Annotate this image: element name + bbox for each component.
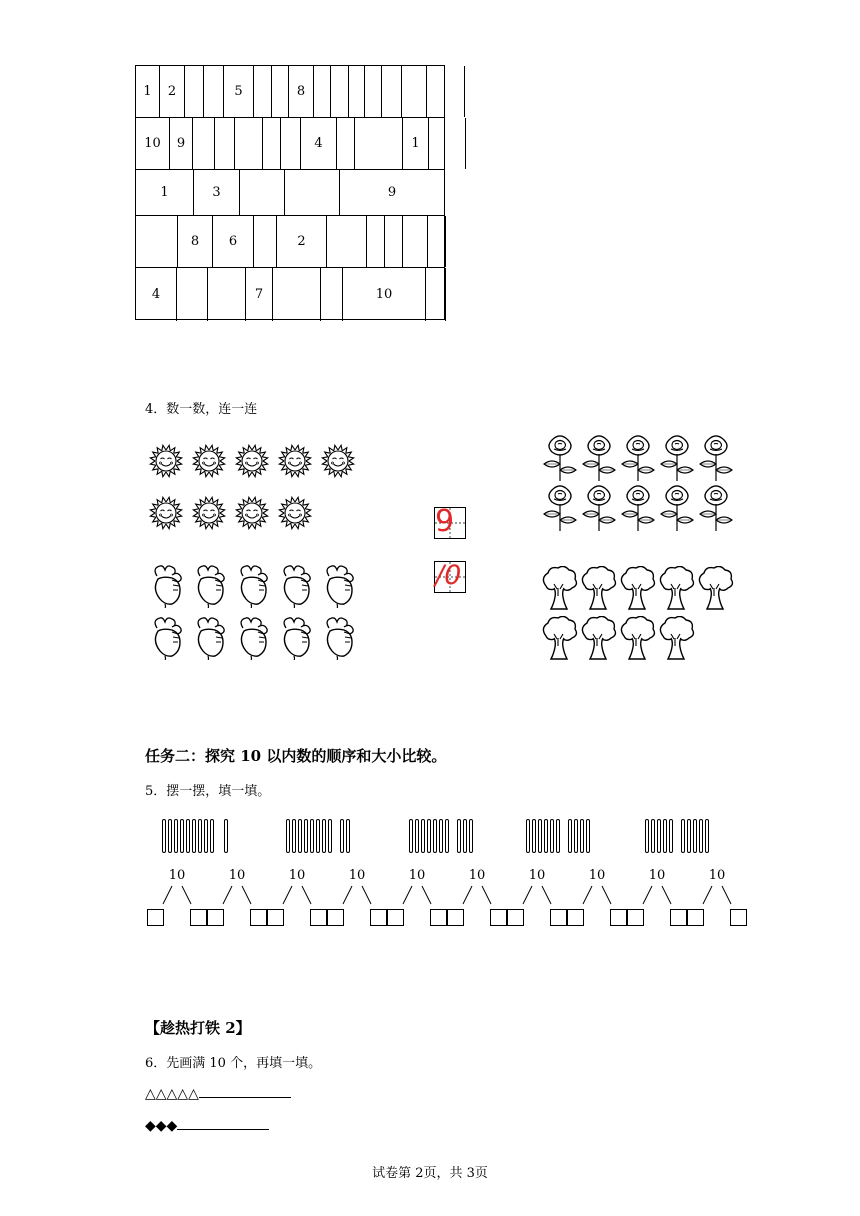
answer-blank[interactable] — [177, 1129, 269, 1130]
grid-cell-empty[interactable] — [193, 118, 215, 169]
radish-icon — [151, 616, 185, 664]
total-number: 10 — [228, 868, 246, 883]
counting-stick — [544, 819, 548, 853]
counting-stick — [204, 819, 208, 853]
tree-icon — [657, 566, 695, 616]
counting-stick — [657, 819, 661, 853]
radish-icon — [237, 564, 271, 612]
diamond-row — [145, 1118, 269, 1134]
grid-cell-empty[interactable] — [385, 216, 403, 267]
grid-cell-empty[interactable] — [365, 66, 382, 117]
answer-box[interactable] — [670, 909, 687, 926]
counting-stick — [669, 819, 673, 853]
branch-lines — [637, 884, 677, 906]
counting-stick — [687, 819, 691, 853]
sun-icon — [233, 442, 271, 484]
practice-title: 【趁热打铁 2】 — [145, 1019, 251, 1037]
grid-cell: 8 — [289, 66, 314, 117]
counting-stick — [580, 819, 584, 853]
grid-row — [136, 268, 444, 321]
answer-box[interactable] — [627, 909, 644, 926]
tree-icon — [579, 566, 617, 616]
counting-stick — [304, 819, 308, 853]
grid-cell-empty[interactable] — [177, 268, 208, 321]
answer-box[interactable] — [190, 909, 207, 926]
counting-stick — [556, 819, 560, 853]
total-number: 10 — [348, 868, 366, 883]
grid-cell-empty[interactable] — [240, 170, 285, 215]
answer-box[interactable] — [267, 909, 284, 926]
rose-icon — [657, 434, 697, 486]
grid-cell-empty[interactable] — [429, 118, 445, 169]
grid-cell: 1 — [136, 66, 160, 117]
counting-stick — [421, 819, 425, 853]
total-number: 10 — [468, 868, 486, 883]
grid-cell-empty[interactable] — [331, 66, 349, 117]
grid-cell: 9 — [170, 118, 193, 169]
branch-lines — [397, 884, 437, 906]
card-digit: /0 — [435, 560, 462, 591]
grid-cell-empty[interactable] — [208, 268, 246, 321]
radish-icon — [237, 616, 271, 664]
total-number: 10 — [168, 868, 186, 883]
counting-stick — [174, 819, 178, 853]
tree-icon — [618, 616, 656, 666]
sun-icon — [147, 494, 185, 536]
radish-icon — [280, 564, 314, 612]
grid-cell-empty[interactable] — [427, 66, 445, 117]
radish-icon — [323, 616, 357, 664]
counting-stick — [298, 819, 302, 853]
counting-stick — [192, 819, 196, 853]
number-grid — [135, 65, 445, 320]
grid-cell-empty[interactable] — [402, 66, 427, 117]
grid-cell-empty[interactable] — [403, 216, 428, 267]
counting-stick — [340, 819, 344, 853]
card-digit: 9 — [435, 504, 455, 539]
counting-stick — [463, 819, 467, 853]
grid-cell-empty[interactable] — [254, 66, 272, 117]
grid-cell-empty[interactable] — [285, 170, 340, 215]
total-number: 10 — [528, 868, 546, 883]
counting-stick — [180, 819, 184, 853]
branch-lines — [517, 884, 557, 906]
sun-icon — [319, 442, 357, 484]
grid-row — [136, 66, 444, 118]
sun-icon — [276, 494, 314, 536]
grid-cell: 1 — [136, 170, 194, 215]
rose-icon — [657, 484, 697, 536]
grid-row — [136, 216, 444, 268]
answer-box[interactable] — [687, 909, 704, 926]
grid-cell-empty[interactable] — [254, 216, 277, 267]
counting-stick — [198, 819, 202, 853]
tree-icon — [540, 616, 578, 666]
answer-blank[interactable] — [199, 1097, 291, 1098]
grid-cell-empty[interactable] — [263, 118, 281, 169]
branch-lines — [577, 884, 617, 906]
grid-cell: 2 — [277, 216, 327, 267]
grid-cell-empty[interactable] — [445, 118, 466, 169]
counting-stick — [532, 819, 536, 853]
branch-lines — [457, 884, 497, 906]
grid-cell-empty[interactable] — [428, 216, 446, 267]
grid-cell-empty[interactable] — [445, 66, 465, 117]
grid-cell: 4 — [301, 118, 337, 169]
rose-icon — [696, 484, 736, 536]
counting-stick — [168, 819, 172, 853]
branch-lines — [277, 884, 317, 906]
counting-stick — [645, 819, 649, 853]
counting-stick — [310, 819, 314, 853]
counting-stick — [586, 819, 590, 853]
grid-cell: 5 — [224, 66, 254, 117]
grid-cell-empty[interactable] — [215, 118, 235, 169]
grid-cell: 3 — [194, 170, 240, 215]
counting-stick — [328, 819, 332, 853]
total-number: 10 — [708, 868, 726, 883]
branch-lines — [217, 884, 257, 906]
tree-icon — [540, 566, 578, 616]
grid-cell: 6 — [213, 216, 254, 267]
answer-box[interactable] — [730, 909, 747, 926]
answer-box[interactable] — [567, 909, 584, 926]
branch-lines — [337, 884, 377, 906]
page-footer: 试卷第 2页，共 3页 — [372, 1166, 488, 1181]
counting-stick — [538, 819, 542, 853]
answer-box[interactable] — [430, 909, 447, 926]
counting-stick — [316, 819, 320, 853]
answer-box[interactable] — [387, 909, 404, 926]
counting-stick — [162, 819, 166, 853]
radish-icon — [194, 616, 228, 664]
grid-cell-empty[interactable] — [367, 216, 385, 267]
rose-icon — [696, 434, 736, 486]
counting-stick — [292, 819, 296, 853]
rose-icon — [618, 484, 658, 536]
counting-stick — [663, 819, 667, 853]
grid-cell-empty[interactable] — [204, 66, 224, 117]
grid-cell: 10 — [136, 118, 170, 169]
sun-icon — [147, 442, 185, 484]
counting-stick — [526, 819, 530, 853]
diamond-shapes: ◆◆◆ — [145, 1118, 178, 1134]
counting-stick — [681, 819, 685, 853]
question-6-label: 6．先画满 10 个，再填一填。 — [145, 1056, 322, 1071]
total-number: 10 — [588, 868, 606, 883]
rose-icon — [579, 434, 619, 486]
grid-cell-empty[interactable] — [273, 268, 321, 321]
grid-cell-empty[interactable] — [337, 118, 355, 169]
grid-cell: 8 — [178, 216, 213, 267]
radish-icon — [280, 616, 314, 664]
counting-stick — [346, 819, 350, 853]
rose-icon — [540, 484, 580, 536]
grid-cell-empty[interactable] — [321, 268, 343, 321]
rose-icon — [618, 434, 658, 486]
answer-box[interactable] — [507, 909, 524, 926]
grid-cell-empty[interactable] — [314, 66, 331, 117]
grid-cell-empty[interactable] — [327, 216, 367, 267]
grid-cell: 7 — [246, 268, 273, 321]
answer-box[interactable] — [207, 909, 224, 926]
grid-cell-empty[interactable] — [355, 118, 403, 169]
grid-row — [136, 170, 444, 216]
grid-cell: 1 — [403, 118, 429, 169]
task-2-title: 任务二：探究 10 以内数的顺序和大小比较。 — [145, 747, 447, 765]
grid-cell-empty[interactable] — [426, 268, 446, 321]
radish-icon — [194, 564, 228, 612]
sun-icon — [276, 442, 314, 484]
answer-box[interactable] — [147, 909, 164, 926]
counting-stick — [550, 819, 554, 853]
counting-stick — [574, 819, 578, 853]
counting-stick — [186, 819, 190, 853]
sun-icon — [233, 494, 271, 536]
grid-cell: 9 — [340, 170, 445, 215]
counting-stick — [415, 819, 419, 853]
counting-stick — [469, 819, 473, 853]
grid-cell-empty[interactable] — [281, 118, 301, 169]
sun-icon — [190, 442, 228, 484]
counting-stick — [210, 819, 214, 853]
answer-box[interactable] — [310, 909, 327, 926]
triangle-shapes: △△△△△ — [145, 1086, 199, 1102]
grid-cell: 2 — [160, 66, 185, 117]
total-number: 10 — [408, 868, 426, 883]
question-4-label: 4．数一数，连一连 — [145, 402, 258, 417]
tree-icon — [657, 616, 695, 666]
counting-stick — [651, 819, 655, 853]
branch-lines — [157, 884, 197, 906]
counting-stick — [322, 819, 326, 853]
counting-stick — [224, 819, 228, 853]
rose-icon — [579, 484, 619, 536]
grid-row — [136, 118, 444, 170]
number-card-9 — [434, 504, 466, 539]
radish-icon — [151, 564, 185, 612]
tree-icon — [579, 616, 617, 666]
total-number: 10 — [648, 868, 666, 883]
answer-box[interactable] — [550, 909, 567, 926]
answer-box[interactable] — [250, 909, 267, 926]
counting-stick — [568, 819, 572, 853]
grid-cell-empty[interactable] — [272, 66, 289, 117]
grid-cell-empty[interactable] — [235, 118, 263, 169]
grid-cell-empty[interactable] — [382, 66, 402, 117]
answer-box[interactable] — [327, 909, 344, 926]
number-card-10 — [434, 561, 466, 593]
counting-stick — [705, 819, 709, 853]
counting-stick — [427, 819, 431, 853]
grid-cell-empty[interactable] — [349, 66, 365, 117]
answer-box[interactable] — [490, 909, 507, 926]
tree-icon — [696, 566, 734, 616]
grid-cell: 10 — [343, 268, 426, 321]
counting-stick — [693, 819, 697, 853]
counting-stick — [409, 819, 413, 853]
answer-box[interactable] — [610, 909, 627, 926]
question-5-label: 5．摆一摆，填一填。 — [145, 784, 271, 799]
total-number: 10 — [288, 868, 306, 883]
counting-stick — [433, 819, 437, 853]
rose-icon — [540, 434, 580, 486]
counting-stick — [699, 819, 703, 853]
radish-icon — [323, 564, 357, 612]
answer-box[interactable] — [370, 909, 387, 926]
counting-stick — [286, 819, 290, 853]
grid-cell-empty[interactable] — [185, 66, 204, 117]
counting-stick — [439, 819, 443, 853]
branch-lines — [697, 884, 737, 906]
sun-icon — [190, 494, 228, 536]
counting-stick — [457, 819, 461, 853]
counting-stick — [445, 819, 449, 853]
answer-box[interactable] — [447, 909, 464, 926]
triangle-row — [145, 1086, 291, 1102]
tree-icon — [618, 566, 656, 616]
grid-cell: 4 — [136, 268, 177, 321]
grid-cell-empty[interactable] — [136, 216, 178, 267]
